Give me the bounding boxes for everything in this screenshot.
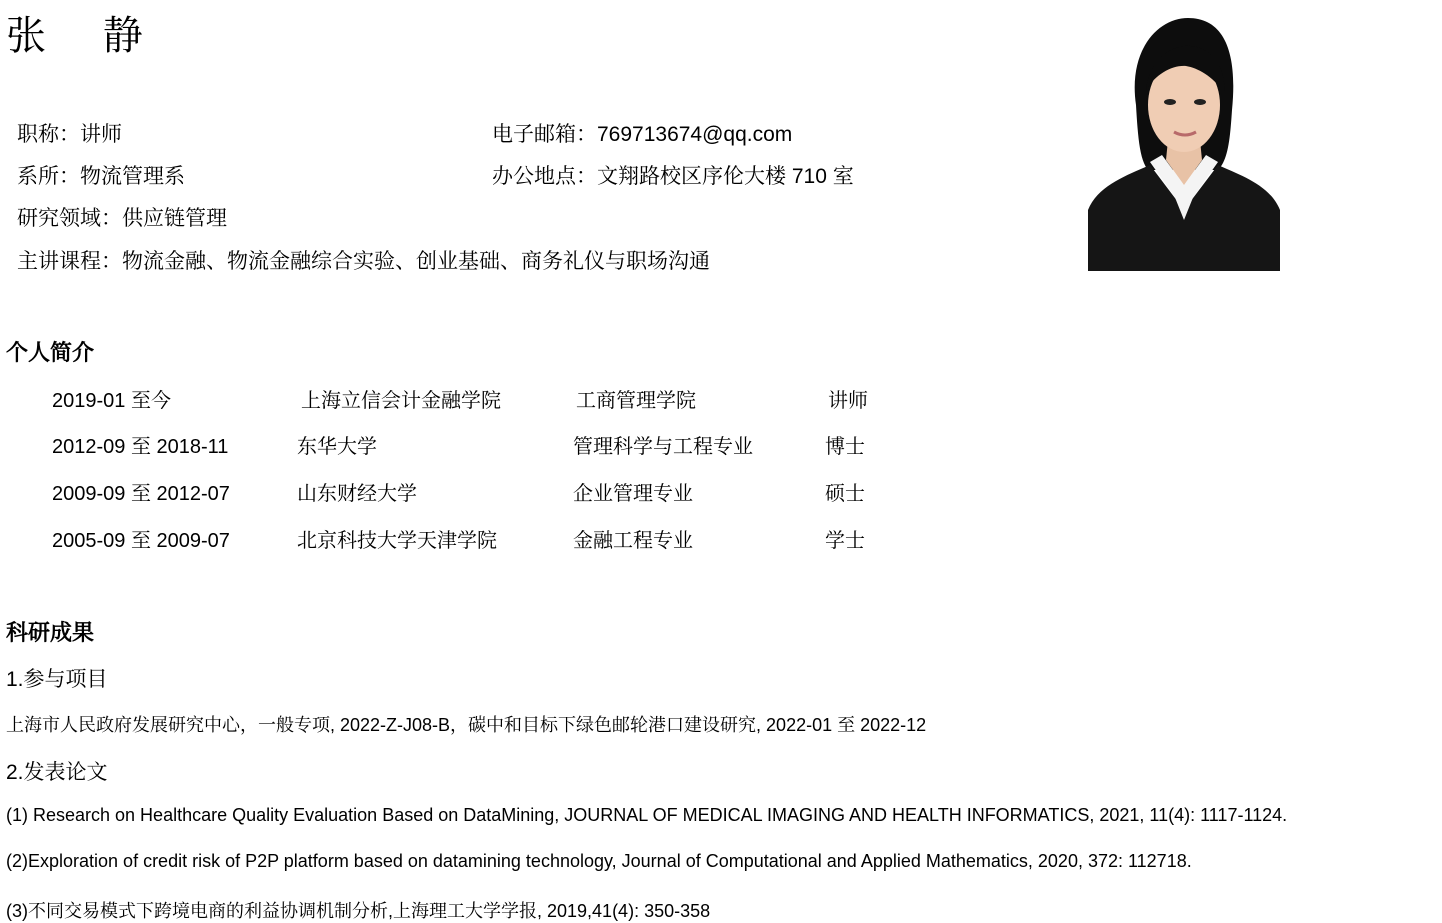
bio-row-period: 2005-09 至 2009-07 <box>52 530 230 552</box>
bio-row-period: 2009-09 至 2012-07 <box>52 483 230 505</box>
email-field: 电子邮箱：769713674@qq.com <box>492 123 793 146</box>
bio-row-institution: 北京科技大学天津学院 <box>297 530 497 552</box>
bio-row-role: 博士 <box>825 436 865 458</box>
paper-item: (3)不同交易模式下跨境电商的利益协调机制分析,上海理工大学学报, 2019,41(4): 350-358 <box>6 901 711 921</box>
research-field: 研究领域：供应链管理 <box>17 207 227 230</box>
department-field: 系所：物流管理系 <box>17 165 185 188</box>
projects-heading: 1.参与项目 <box>6 668 108 691</box>
bio-row-role: 硕士 <box>825 483 865 505</box>
portrait-illustration <box>1088 10 1280 271</box>
bio-row-unit: 工商管理学院 <box>576 390 696 412</box>
bio-row-role: 学士 <box>825 530 865 552</box>
paper-item: (1) Research on Healthcare Quality Evaluation Based on DataMining, JOURNAL OF MEDICAL IMAGING AND HEALTH INFORMATICS, 2021, 11(4): 1117-1124. <box>6 805 1288 825</box>
bio-row-institution: 东华大学 <box>297 436 377 458</box>
project-item: 上海市人民政府发展研究中心，一般专项, 2022-Z-J08-B，碳中和目标下绿色邮轮港口建设研究, 2022-01 至 2022-12 <box>6 715 927 735</box>
bio-row-unit: 管理科学与工程专业 <box>573 436 753 458</box>
bio-row-institution: 山东财经大学 <box>297 483 417 505</box>
courses-field: 主讲课程：物流金融、物流金融综合实验、创业基础、商务礼仪与职场沟通 <box>17 250 710 273</box>
papers-heading: 2.发表论文 <box>6 761 108 784</box>
portrait-photo <box>1088 10 1280 271</box>
bio-row-period: 2012-09 至 2018-11 <box>52 436 229 458</box>
bio-heading: 个人简介 <box>6 340 95 365</box>
bio-row-period: 2019-01 至今 <box>52 390 171 412</box>
bio-row-unit: 金融工程专业 <box>573 530 693 552</box>
bio-row-institution: 上海立信会计金融学院 <box>301 390 501 412</box>
research-heading: 科研成果 <box>6 620 95 645</box>
bio-row-unit: 企业管理专业 <box>573 483 693 505</box>
eye-right <box>1194 99 1206 105</box>
person-name: 张 静 <box>6 13 165 59</box>
bio-row-role: 讲师 <box>828 390 868 412</box>
eye-left <box>1164 99 1176 105</box>
office-field: 办公地点：文翔路校区序伦大楼 710 室 <box>492 165 854 188</box>
title-field: 职称：讲师 <box>17 123 122 146</box>
paper-item: (2)Exploration of credit risk of P2P platform based on datamining technology, Journal of Computational and Applied Mathematics, 2020, 372: 112718. <box>6 851 1192 871</box>
